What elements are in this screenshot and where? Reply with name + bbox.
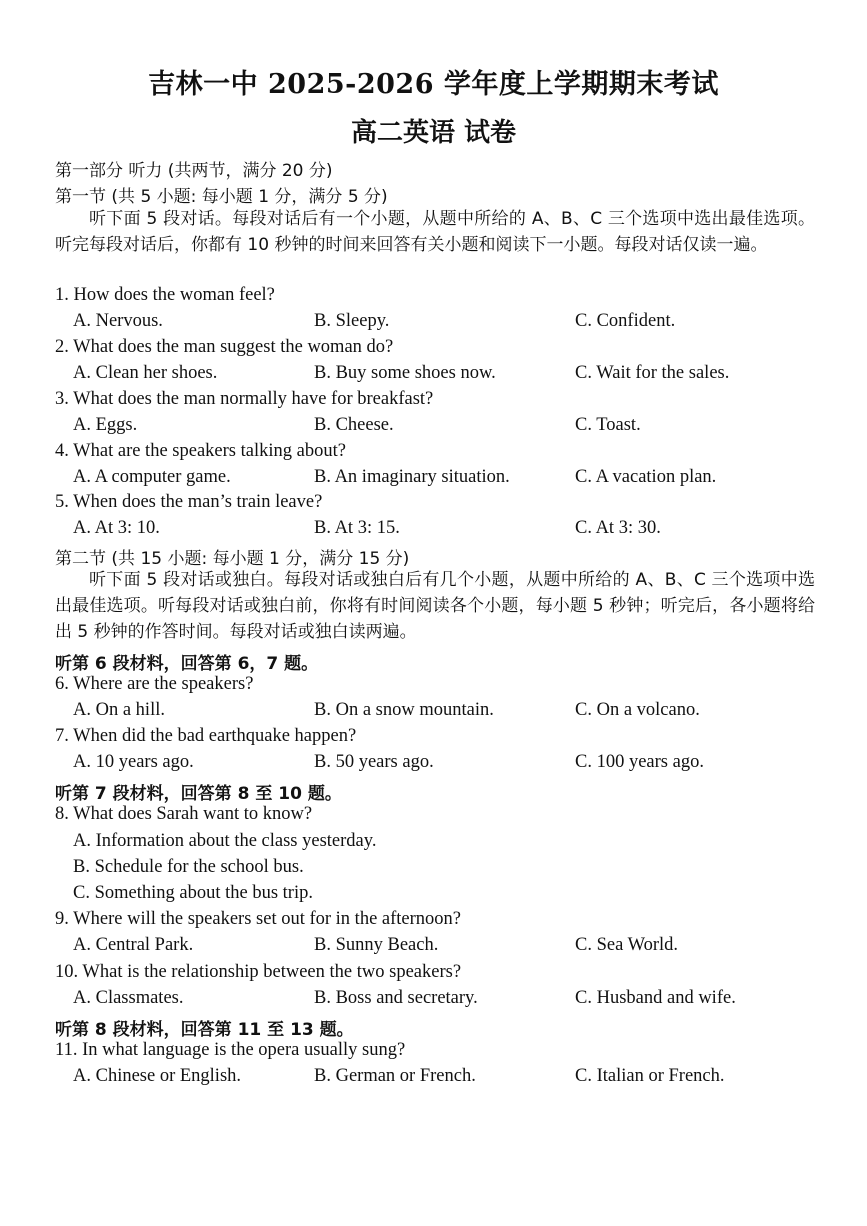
- q9-option-a: A. Central Park.: [73, 935, 194, 955]
- q10-option-a: A. Classmates.: [73, 988, 184, 1008]
- q11-option-c: C. Italian or French.: [575, 1066, 725, 1086]
- q3-option-b: B. Cheese.: [314, 415, 394, 435]
- q6-option-a: A. On a hill.: [73, 700, 165, 720]
- q4-option-c: C. A vacation plan.: [575, 467, 717, 487]
- q5-option-c: C. At 3: 30.: [575, 518, 661, 538]
- q3-option-a: A. Eggs.: [73, 415, 138, 435]
- q1-option-a: A. Nervous.: [73, 311, 163, 331]
- q7-option-c: C. 100 years ago.: [575, 752, 704, 772]
- question-4: 4. What are the speakers talking about?: [55, 441, 346, 461]
- section2-instructions: 听下面 5 段对话或独白。每段对话或独白后有几个小题，从题中所给的 A、B、C 三个选项中选出最佳选项。听每段对话或独白前，你将有时间阅读各个小题，每小题 5 秒钟；听完后，各小题将给出 5 秒钟的作答时间。每段对话或独白读两遍。: [55, 570, 815, 642]
- question-8: 8. What does Sarah want to know?: [55, 804, 313, 824]
- question-2: 2. What does the man suggest the woman do?: [55, 337, 394, 357]
- question-6: 6. Where are the speakers?: [55, 674, 254, 694]
- q11-option-a: A. Chinese or English.: [73, 1066, 242, 1086]
- q10-option-c: C. Husband and wife.: [575, 988, 736, 1008]
- q4-option-b: B. An imaginary situation.: [314, 467, 510, 487]
- question-5: 5. When does the man’s train leave?: [55, 492, 323, 512]
- question-9: 9. Where will the speakers set out for in the afternoon?: [55, 909, 462, 929]
- q2-option-c: C. Wait for the sales.: [575, 363, 730, 383]
- q9-option-b: B. Sunny Beach.: [314, 935, 439, 955]
- q11-option-b: B. German or French.: [314, 1066, 476, 1086]
- q6-option-b: B. On a snow mountain.: [314, 700, 494, 720]
- q10-option-b: B. Boss and secretary.: [314, 988, 478, 1008]
- q8-option-b: B. Schedule for the school bus.: [73, 857, 304, 877]
- q5-option-b: B. At 3: 15.: [314, 518, 400, 538]
- section1-instructions: 听下面 5 段对话。每段对话后有一个小题，从题中所给的 A、B、C 三个选项中选出最佳选项。听完每段对话后，你都有 10 秒钟的时间来回答有关小题和阅读下一小题。每段对话仅读一遍。: [55, 209, 815, 255]
- section2-heading: 第二节 (共 15 小题: 每小题 1 分，满分 15 分): [55, 549, 410, 569]
- question-3: 3. What does the man normally have for breakfast?: [55, 389, 434, 409]
- exam-subtitle: 高二英语 试卷: [350, 118, 517, 148]
- q8-option-c: C. Something about the bus trip.: [73, 883, 313, 903]
- part1-heading: 第一部分 听力 (共两节，满分 20 分): [55, 161, 333, 181]
- exam-title: 吉林一中 2025-2026 学年度上学期期末考试: [148, 69, 719, 100]
- question-11: 11. In what language is the opera usually sung?: [55, 1040, 406, 1060]
- q9-option-c: C. Sea World.: [575, 935, 678, 955]
- q2-option-a: A. Clean her shoes.: [73, 363, 218, 383]
- q7-option-a: A. 10 years ago.: [73, 752, 194, 772]
- material-6-label: 听第 6 段材料，回答第 6，7 题。: [55, 654, 319, 674]
- q4-option-a: A. A computer game.: [73, 467, 231, 487]
- q3-option-c: C. Toast.: [575, 415, 641, 435]
- q1-option-c: C. Confident.: [575, 311, 676, 331]
- q6-option-c: C. On a volcano.: [575, 700, 700, 720]
- q8-option-a: A. Information about the class yesterday.: [73, 831, 377, 851]
- q7-option-b: B. 50 years ago.: [314, 752, 434, 772]
- q1-option-b: B. Sleepy.: [314, 311, 390, 331]
- q5-option-a: A. At 3: 10.: [73, 518, 160, 538]
- question-7: 7. When did the bad earthquake happen?: [55, 726, 357, 746]
- question-1: 1. How does the woman feel?: [55, 285, 275, 305]
- q2-option-b: B. Buy some shoes now.: [314, 363, 496, 383]
- section1-heading: 第一节 (共 5 小题: 每小题 1 分，满分 5 分): [55, 187, 388, 207]
- question-10: 10. What is the relationship between the two speakers?: [55, 962, 462, 982]
- material-8-label: 听第 8 段材料，回答第 11 至 13 题。: [55, 1020, 354, 1040]
- material-7-label: 听第 7 段材料，回答第 8 至 10 题。: [55, 784, 342, 804]
